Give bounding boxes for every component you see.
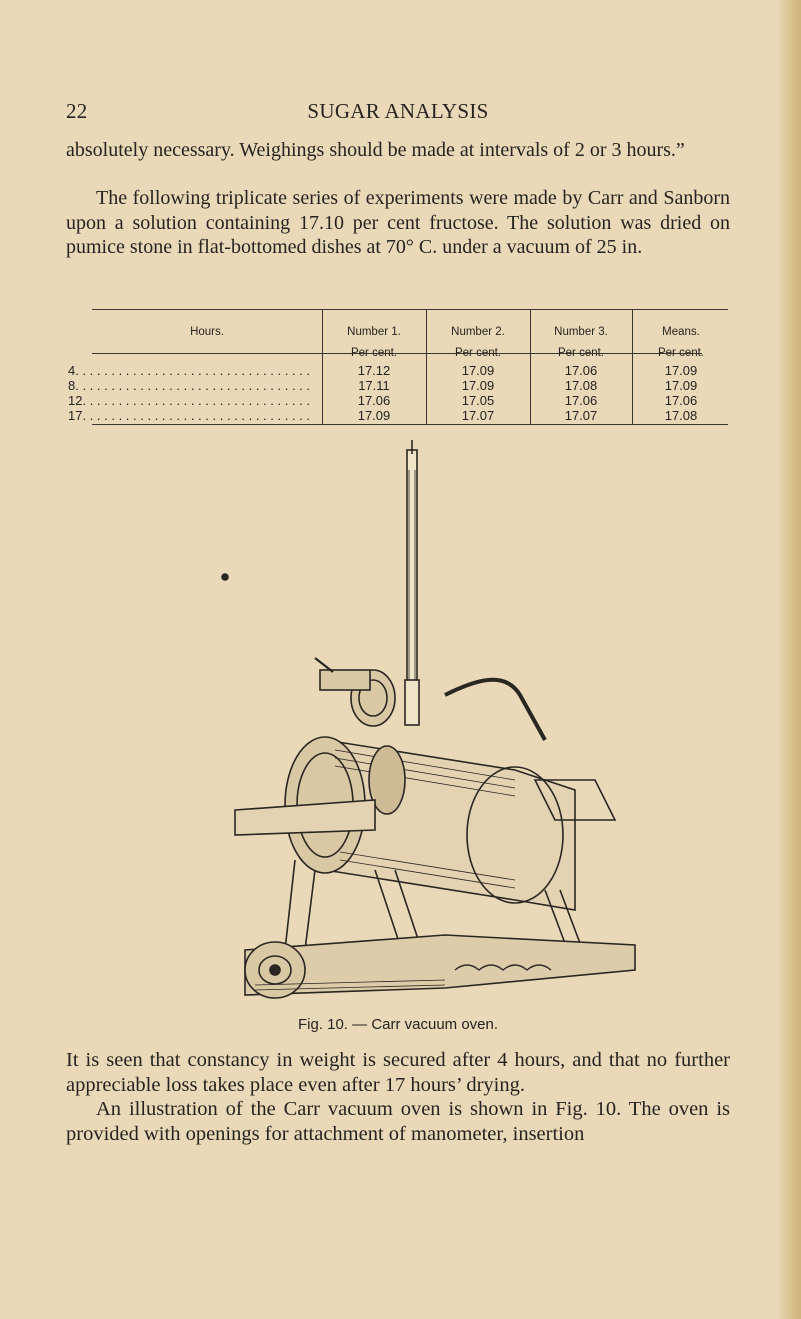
paragraph-1: absolutely necessary. Weighings should be made at intervals of 2 or 3 hours.”	[66, 139, 685, 161]
column-header-number-3: Number 3.	[554, 326, 608, 338]
paragraph-4: An illustration of the Carr vacuum oven is shown in Fig. 10. The oven is provided with openings for attachment of manometer, insertion	[66, 1098, 730, 1145]
column-header-number-1: Number 1.	[347, 326, 401, 338]
paragraph-3: It is seen that constancy in weight is secured after 4 hours, and that no further appreciable loss takes place even after 17 hours’ drying.	[66, 1049, 730, 1096]
table-cell: 17.09	[461, 363, 495, 378]
table-cell: 17.11	[358, 378, 390, 393]
unit-label: Per cent.	[454, 347, 502, 359]
running-title: SUGAR ANALYSIS	[307, 99, 489, 123]
page-number: 22	[66, 99, 88, 123]
page-header	[66, 99, 730, 125]
table-cell: 17.08	[564, 378, 598, 393]
table-row-hours: 12. . . . . . . . . . . . . . . . . . . . . . . . . . . . . . . .	[68, 393, 311, 408]
table-row-hours: 8. . . . . . . . . . . . . . . . . . . . . . . . . . . . . . . . .	[68, 378, 311, 393]
table-cell: 17.09	[664, 378, 698, 393]
table-cell: 17.05	[461, 393, 495, 408]
table-cell: 17.06	[564, 363, 598, 378]
column-header-number-2: Number 2.	[451, 326, 505, 338]
table-cell: 17.09	[664, 363, 698, 378]
figure-caption: Fig. 10. — Carr vacuum oven.	[297, 1016, 499, 1033]
table-cell: 17.06	[564, 393, 598, 408]
table-cell: 17.12	[357, 363, 391, 378]
unit-label: Per cent.	[657, 347, 705, 359]
table-cell: 17.07	[461, 408, 495, 423]
page-edge-shadow	[779, 0, 801, 1319]
table-cell: 17.06	[664, 393, 698, 408]
carr-vacuum-oven-illustration	[215, 440, 655, 1018]
column-header-hours: Hours.	[190, 326, 224, 338]
table-cell: 17.06	[357, 393, 391, 408]
table-cell: 17.09	[461, 378, 495, 393]
paragraph-2: The following triplicate series of experiments were made by Carr and Sanborn upon a solution containing 17.10 per cent fructose. The solution was dried on pumice stone in flat-bottomed dishes at 70° C. under a vacuum of 25 in.	[66, 187, 730, 258]
unit-label: Per cent.	[557, 347, 605, 359]
table-row-hours: 4. . . . . . . . . . . . . . . . . . . . . . . . . . . . . . . . .	[68, 363, 311, 378]
table-cell: 17.08	[664, 408, 698, 423]
table-row-hours: 17. . . . . . . . . . . . . . . . . . . . . . . . . . . . . . . .	[68, 408, 311, 423]
unit-label: Per cent.	[350, 347, 398, 359]
table-cell: 17.07	[564, 408, 598, 423]
table-cell: 17.09	[357, 408, 391, 423]
column-header-means: Means.	[662, 326, 700, 338]
results-table	[66, 309, 730, 425]
